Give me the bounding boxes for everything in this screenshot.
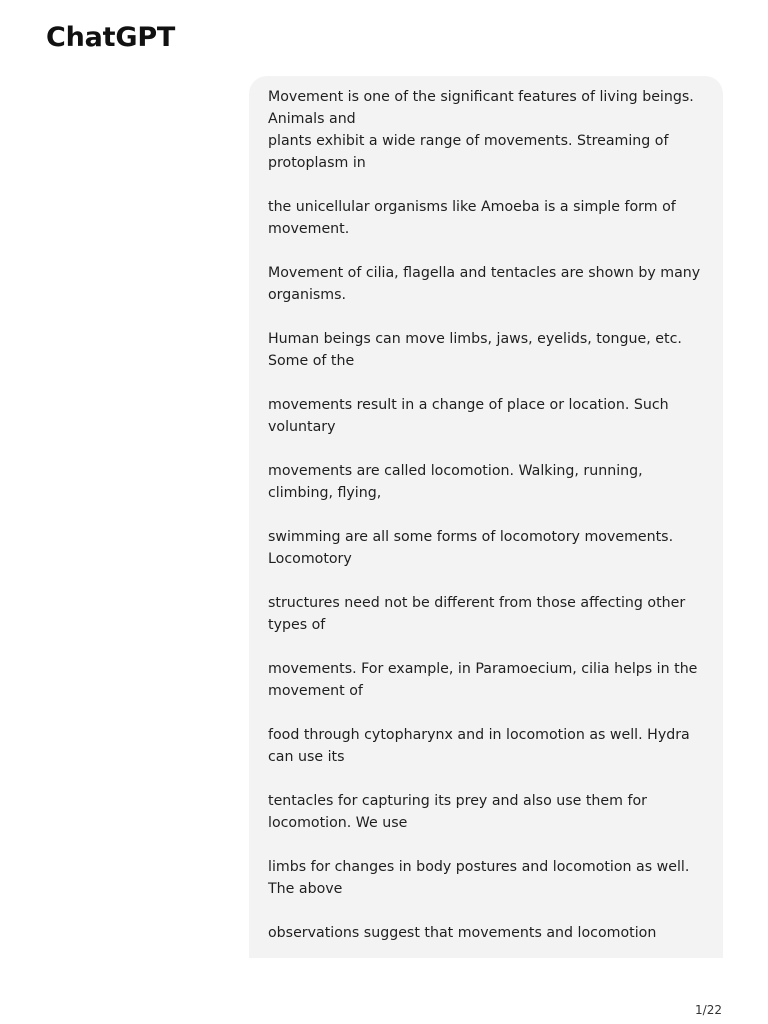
message-paragraph: Movement is one of the significant features of living beings. Animals and bbox=[268, 89, 694, 127]
message-paragraph: movements. For example, in Paramoecium, cilia helps in the movement of bbox=[268, 661, 698, 699]
page-number: 1/22 bbox=[695, 1003, 722, 1017]
message-paragraph: food through cytopharynx and in locomotion as well. Hydra can use its bbox=[268, 727, 690, 765]
user-message-bubble bbox=[249, 76, 723, 958]
message-paragraph: Human beings can move limbs, jaws, eyelids, tongue, etc. Some of the bbox=[268, 331, 682, 369]
app-title: ChatGPT bbox=[46, 22, 176, 53]
message-paragraph: limbs for changes in body postures and locomotion as well. The above bbox=[268, 859, 690, 897]
message-paragraph: tentacles for capturing its prey and also use them for locomotion. We use bbox=[268, 793, 647, 831]
message-paragraph: the unicellular organisms like Amoeba is a simple form of movement. bbox=[268, 199, 676, 237]
message-paragraph: observations suggest that movements and locomotion bbox=[268, 925, 657, 941]
message-paragraph: swimming are all some forms of locomotory movements. Locomotory bbox=[268, 529, 674, 567]
message-paragraph: structures need not be different from those affecting other types of bbox=[268, 595, 686, 633]
message-paragraph: plants exhibit a wide range of movements. Streaming of protoplasm in bbox=[268, 133, 669, 171]
message-paragraph: Movement of cilia, flagella and tentacles are shown by many organisms. bbox=[268, 265, 701, 303]
message-paragraph: movements result in a change of place or location. Such voluntary bbox=[268, 397, 669, 435]
message-paragraph: movements are called locomotion. Walking, running, climbing, flying, bbox=[268, 463, 643, 501]
